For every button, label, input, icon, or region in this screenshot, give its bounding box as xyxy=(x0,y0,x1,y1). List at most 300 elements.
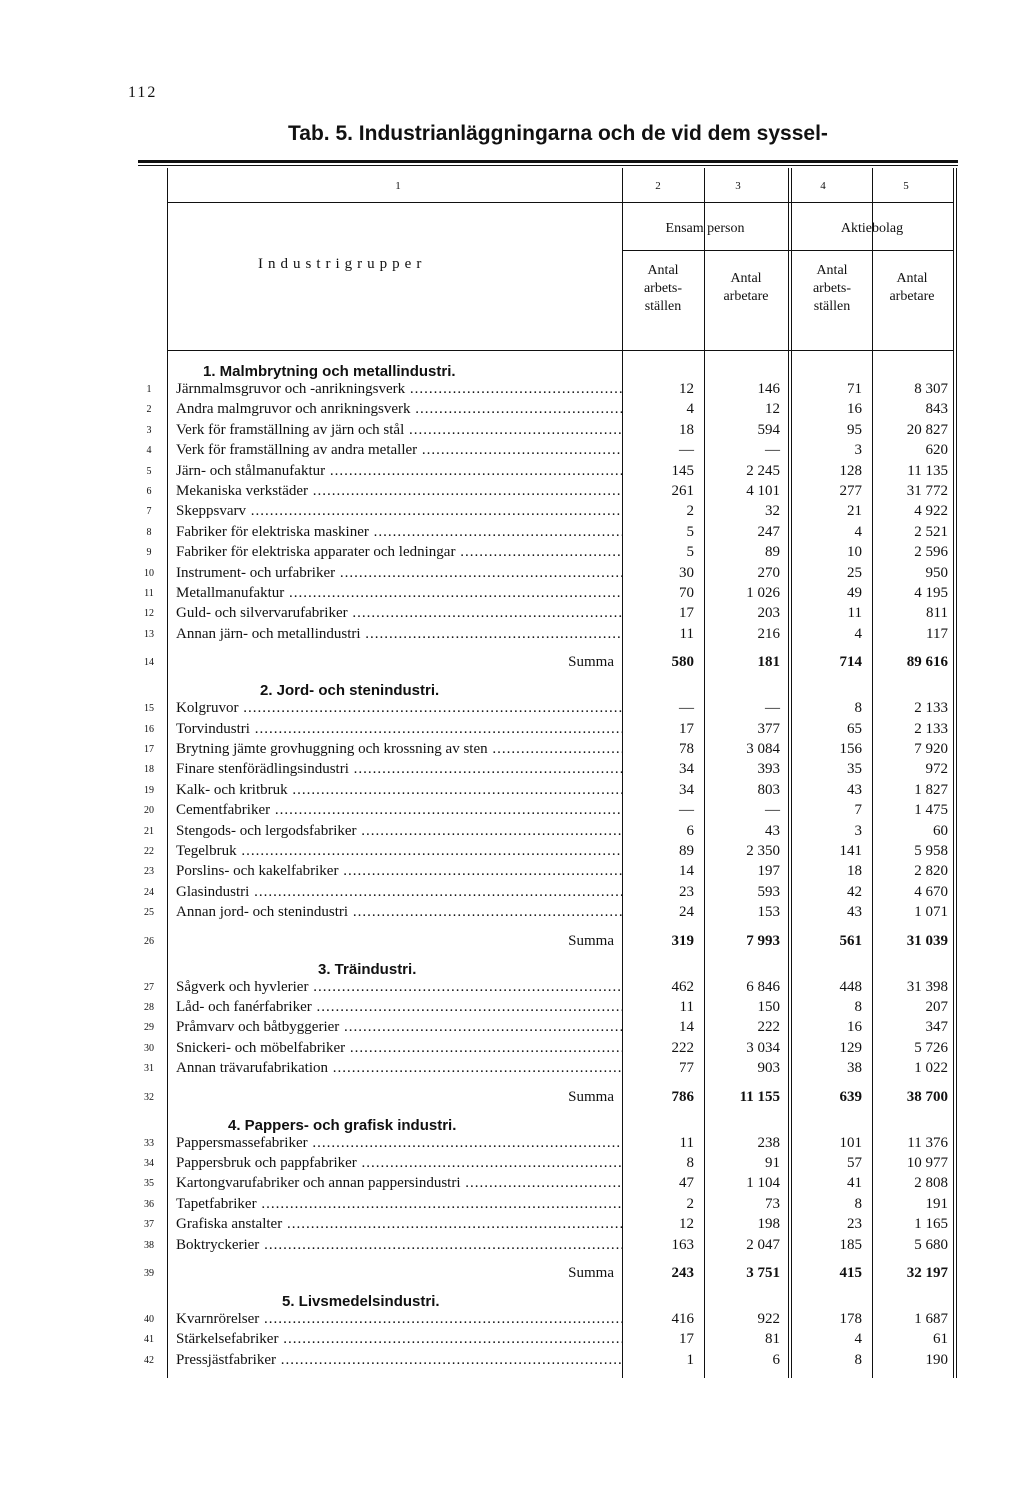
cell-ensam-arbetare: 247 xyxy=(757,523,780,540)
sum-ensam-arbetare: 181 xyxy=(757,654,780,671)
cell-ensam-arbetsstallen: 2 xyxy=(686,503,694,520)
table-row xyxy=(138,802,958,822)
cell-ab-arbetsstallen: 4 xyxy=(854,523,862,540)
cell-ab-arbetare: 972 xyxy=(925,761,948,778)
table-row xyxy=(138,979,958,999)
cell-ensam-arbetsstallen: 4 xyxy=(686,401,694,418)
table-row xyxy=(138,843,958,863)
title-rule-thin xyxy=(138,165,958,166)
cell-ab-arbetare: 5 958 xyxy=(914,843,948,859)
title-rule xyxy=(138,160,958,163)
row-label: Kalk- och kritbruk ..... xyxy=(176,782,622,799)
row-label: Guld- och silvervarufabriker ..... xyxy=(176,605,622,622)
row-label: Skeppsvarv ..... xyxy=(176,503,622,520)
cell-ab-arbetare: 117 xyxy=(926,625,948,642)
row-number: 2 xyxy=(146,404,152,416)
cell-ab-arbetsstallen: 16 xyxy=(847,401,862,418)
row-label: Verk för framställning av järn och stål ..... xyxy=(176,422,622,439)
section-title: 2. Jord- och stenindustri. xyxy=(260,682,440,700)
row-label: Kvarnrörelser ..... xyxy=(176,1311,622,1328)
cell-ab-arbetare: 10 977 xyxy=(906,1155,948,1171)
table-row xyxy=(138,524,958,544)
table-header xyxy=(138,168,958,351)
cell-ab-arbetsstallen: 21 xyxy=(847,503,862,520)
cell-ensam-arbetsstallen: 34 xyxy=(679,761,694,778)
cell-ensam-arbetsstallen: 462 xyxy=(671,978,694,995)
table-row xyxy=(138,1331,958,1351)
cell-ensam-arbetare: 1 026 xyxy=(746,585,780,601)
cell-ab-arbetsstallen: 178 xyxy=(839,1311,862,1327)
summa-label: Summa xyxy=(568,1265,614,1281)
row-label: Pappersbruk och pappfabriker ..... xyxy=(176,1155,622,1172)
cell-ensam-arbetare: 238 xyxy=(757,1134,780,1151)
cell-ab-arbetsstallen: 23 xyxy=(847,1216,862,1233)
table-row xyxy=(138,585,958,605)
row-label: Mekaniska verkstäder ..... xyxy=(176,483,622,500)
cell-ensam-arbetsstallen: — xyxy=(679,700,694,717)
sum-ab-arbetsstallen: 639 xyxy=(839,1088,862,1105)
row-label: Kolgruvor ..... xyxy=(176,700,622,717)
cell-ab-arbetare: 4 922 xyxy=(914,503,948,520)
cell-ensam-arbetsstallen: 14 xyxy=(679,1019,694,1036)
cell-ensam-arbetare: 43 xyxy=(765,822,780,839)
cell-ensam-arbetsstallen: 1 xyxy=(686,1351,694,1368)
table-row xyxy=(138,401,958,421)
cell-ensam-arbetare: 89 xyxy=(765,544,780,561)
cell-ab-arbetsstallen: 156 xyxy=(839,741,862,757)
cell-ab-arbetsstallen: 95 xyxy=(847,421,862,438)
summa-label: Summa xyxy=(568,1088,614,1105)
colnum-3: 3 xyxy=(735,180,741,192)
row-label: Snickeri- och möbelfabriker ..... xyxy=(176,1040,622,1057)
cell-ensam-arbetare: 922 xyxy=(757,1311,780,1327)
row-number: 4 xyxy=(146,445,152,457)
cell-ab-arbetsstallen: 8 xyxy=(854,700,862,717)
table-row xyxy=(138,483,958,503)
hdr-antal-arbetsstallen-1: Antal arbets- ställen xyxy=(643,263,683,314)
cell-ab-arbetsstallen: 10 xyxy=(847,544,862,561)
cell-ensam-arbetare: 1 104 xyxy=(746,1175,780,1192)
cell-ensam-arbetare: 12 xyxy=(765,401,780,418)
cell-ensam-arbetare: 153 xyxy=(757,904,780,921)
row-label: Boktryckerier ..... xyxy=(176,1237,622,1254)
cell-ab-arbetsstallen: 43 xyxy=(847,781,862,798)
section-title: 4. Pappers- och grafisk industri. xyxy=(228,1116,457,1134)
cell-ab-arbetsstallen: 277 xyxy=(839,483,862,499)
cell-ab-arbetsstallen: 16 xyxy=(847,1019,862,1036)
cell-ab-arbetsstallen: 35 xyxy=(847,761,862,778)
table-row xyxy=(138,1216,958,1236)
cell-ensam-arbetsstallen: 5 xyxy=(686,544,694,561)
table-row xyxy=(138,999,958,1019)
row-label: Annan trävarufabrikation ..... xyxy=(176,1060,622,1077)
cell-ab-arbetsstallen: 38 xyxy=(847,1060,862,1077)
sum-ab-arbetare: 32 197 xyxy=(906,1265,948,1281)
cell-ensam-arbetare: 6 846 xyxy=(746,978,780,995)
cell-ab-arbetare: 2 133 xyxy=(914,700,948,717)
cell-ab-arbetare: 4 195 xyxy=(914,585,948,601)
row-label: Stengods- och lergodsfabriker ..... xyxy=(176,823,622,840)
table-row xyxy=(138,381,958,401)
row-label: Pressjästfabriker ..... xyxy=(176,1352,622,1369)
cell-ab-arbetare: 2 521 xyxy=(914,523,948,540)
table-row xyxy=(138,1311,958,1331)
table-row xyxy=(138,1019,958,1039)
sum-ab-arbetsstallen: 415 xyxy=(839,1265,862,1281)
hdr-antal-arbetsstallen-2: Antal arbets- ställen xyxy=(812,263,852,314)
cell-ab-arbetsstallen: 185 xyxy=(839,1236,862,1253)
cell-ensam-arbetare: 3 084 xyxy=(746,741,780,757)
cell-ensam-arbetare: 203 xyxy=(757,605,780,622)
cell-ab-arbetsstallen: 71 xyxy=(847,381,862,397)
cell-ab-arbetsstallen: 8 xyxy=(854,1195,862,1212)
cell-ensam-arbetare: 91 xyxy=(765,1155,780,1171)
table-row xyxy=(138,761,958,781)
row-number: 6 xyxy=(146,486,152,497)
table-row xyxy=(138,1060,958,1080)
row-number: 29 xyxy=(144,1022,154,1034)
cell-ab-arbetsstallen: 18 xyxy=(847,863,862,880)
cell-ab-arbetsstallen: 3 xyxy=(854,442,862,459)
section-title: 3. Träindustri. xyxy=(318,960,417,978)
cell-ab-arbetare: 4 670 xyxy=(914,883,948,900)
industrigrupper-label: Industrigrupper xyxy=(258,256,427,272)
row-number: 3 xyxy=(146,424,152,436)
row-number: 28 xyxy=(144,1002,154,1013)
row-number: 9 xyxy=(146,547,152,559)
row-label: Tapetfabriker ..... xyxy=(176,1196,622,1213)
sum-ensam-arbetare: 7 993 xyxy=(746,932,780,949)
table-row xyxy=(138,1196,958,1216)
table-row xyxy=(138,1155,958,1175)
row-number: 32 xyxy=(144,1091,154,1103)
cell-ab-arbetare: 2 820 xyxy=(914,863,948,880)
row-label: Annan järn- och metallindustri ..... xyxy=(176,626,622,643)
cell-ab-arbetsstallen: 65 xyxy=(847,720,862,737)
cell-ensam-arbetare: — xyxy=(765,700,780,717)
table-row xyxy=(138,1135,958,1155)
cell-ensam-arbetsstallen: 145 xyxy=(671,462,694,479)
row-label: Finare stenförädlingsindustri ..... xyxy=(176,761,622,778)
row-label: Grafiska anstalter ..... xyxy=(176,1216,622,1233)
summa-label: Summa xyxy=(568,932,614,949)
row-number: 17 xyxy=(144,744,154,755)
row-number: 25 xyxy=(144,907,154,919)
cell-ab-arbetare: 2 808 xyxy=(914,1175,948,1192)
cell-ab-arbetare: 1 165 xyxy=(914,1216,948,1233)
summa-row xyxy=(138,1265,958,1285)
cell-ab-arbetare: 8 307 xyxy=(914,381,948,397)
row-number: 22 xyxy=(144,846,154,857)
cell-ensam-arbetare: 903 xyxy=(757,1060,780,1077)
group-ensam-person: Ensam person xyxy=(665,221,745,236)
row-label: Instrument- och urfabriker ..... xyxy=(176,565,622,582)
cell-ensam-arbetsstallen: 8 xyxy=(686,1155,694,1171)
sum-ensam-arbetare: 3 751 xyxy=(746,1265,780,1281)
cell-ensam-arbetsstallen: 17 xyxy=(679,1331,694,1348)
row-number: 19 xyxy=(144,784,154,796)
cell-ab-arbetare: 620 xyxy=(925,442,948,459)
table-row xyxy=(138,463,958,483)
summa-row xyxy=(138,654,958,674)
cell-ensam-arbetare: 594 xyxy=(757,421,780,438)
row-label: Pappersmassefabriker ..... xyxy=(176,1135,622,1152)
row-number: 41 xyxy=(144,1334,154,1346)
row-number: 10 xyxy=(144,567,154,579)
cell-ensam-arbetare: 2 047 xyxy=(746,1236,780,1253)
cell-ab-arbetsstallen: 128 xyxy=(839,462,862,479)
sum-ab-arbetsstallen: 714 xyxy=(839,654,862,671)
cell-ab-arbetare: 191 xyxy=(925,1195,948,1212)
row-label: Annan jord- och stenindustri ..... xyxy=(176,904,622,921)
cell-ab-arbetare: 31 398 xyxy=(906,978,948,995)
cell-ensam-arbetare: 222 xyxy=(757,1019,780,1036)
row-number: 13 xyxy=(144,628,154,640)
summa-row xyxy=(138,1089,958,1109)
table-row xyxy=(138,1352,958,1372)
cell-ab-arbetare: 11 135 xyxy=(907,462,948,479)
cell-ab-arbetare: 5 680 xyxy=(914,1236,948,1253)
row-label: Sågverk och hyvlerier ..... xyxy=(176,979,622,996)
cell-ensam-arbetsstallen: 78 xyxy=(679,741,694,757)
cell-ab-arbetsstallen: 101 xyxy=(839,1134,862,1151)
colnum-5: 5 xyxy=(903,180,909,192)
sum-ensam-arbetsstallen: 786 xyxy=(671,1088,694,1105)
row-label: Brytning jämte grovhuggning och krossning av sten ..... xyxy=(176,741,622,758)
row-label: Pråmvarv och båtbyggerier ..... xyxy=(176,1019,622,1036)
cell-ab-arbetare: 5 726 xyxy=(914,1039,948,1056)
cell-ensam-arbetare: 216 xyxy=(757,625,780,642)
sum-ensam-arbetsstallen: 243 xyxy=(671,1265,694,1281)
cell-ab-arbetsstallen: 4 xyxy=(854,1331,862,1348)
cell-ab-arbetsstallen: 8 xyxy=(854,1351,862,1368)
row-label: Andra malmgruvor och anrikningsverk ..... xyxy=(176,401,622,418)
row-number: 40 xyxy=(144,1314,154,1325)
cell-ab-arbetsstallen: 3 xyxy=(854,822,862,839)
row-number: 15 xyxy=(144,703,154,715)
cell-ensam-arbetsstallen: 17 xyxy=(679,720,694,737)
cell-ab-arbetare: 207 xyxy=(925,999,948,1015)
row-number: 18 xyxy=(144,764,154,776)
cell-ensam-arbetare: 150 xyxy=(757,999,780,1015)
cell-ab-arbetsstallen: 57 xyxy=(847,1155,862,1171)
cell-ensam-arbetsstallen: 24 xyxy=(679,904,694,921)
row-number: 16 xyxy=(144,723,154,735)
row-label: Låd- och fanérfabriker ..... xyxy=(176,999,622,1016)
cell-ab-arbetsstallen: 25 xyxy=(847,564,862,581)
cell-ensam-arbetsstallen: 47 xyxy=(679,1175,694,1192)
row-label: Järnmalmsgruvor och -anrikningsverk ..... xyxy=(176,381,622,398)
row-number: 14 xyxy=(144,657,154,669)
cell-ab-arbetare: 1 827 xyxy=(914,781,948,798)
cell-ab-arbetsstallen: 8 xyxy=(854,999,862,1015)
cell-ensam-arbetare: 393 xyxy=(757,761,780,778)
page-number: 112 xyxy=(128,84,158,101)
row-number: 1 xyxy=(146,384,152,395)
row-label: Torvindustri ..... xyxy=(176,721,622,738)
table-row xyxy=(138,863,958,883)
cell-ab-arbetare: 2 133 xyxy=(914,720,948,737)
cell-ab-arbetare: 61 xyxy=(933,1331,948,1348)
table-row xyxy=(138,1237,958,1257)
cell-ensam-arbetare: 270 xyxy=(757,564,780,581)
cell-ensam-arbetsstallen: 12 xyxy=(679,1216,694,1233)
cell-ensam-arbetsstallen: 70 xyxy=(679,585,694,601)
cell-ensam-arbetare: 377 xyxy=(757,720,780,737)
row-label: Cementfabriker ..... xyxy=(176,802,622,819)
cell-ensam-arbetsstallen: 12 xyxy=(679,381,694,397)
cell-ab-arbetare: 2 596 xyxy=(914,544,948,561)
cell-ensam-arbetare: 146 xyxy=(757,381,780,397)
table-row xyxy=(138,741,958,761)
cell-ab-arbetsstallen: 43 xyxy=(847,904,862,921)
cell-ab-arbetare: 950 xyxy=(925,564,948,581)
table-row xyxy=(138,503,958,523)
row-label: Stärkelsefabriker ..... xyxy=(176,1331,622,1348)
cell-ab-arbetsstallen: 11 xyxy=(847,605,862,622)
cell-ab-arbetsstallen: 41 xyxy=(847,1175,862,1192)
row-number: 21 xyxy=(144,825,154,837)
cell-ensam-arbetare: 32 xyxy=(765,503,780,520)
cell-ensam-arbetsstallen: 11 xyxy=(679,999,694,1015)
cell-ab-arbetsstallen: 49 xyxy=(847,585,862,601)
cell-ensam-arbetare: 73 xyxy=(765,1195,780,1212)
hdr-antal-arbetare-1: Antal arbetare xyxy=(723,271,769,304)
cell-ensam-arbetsstallen: 5 xyxy=(686,523,694,540)
cell-ensam-arbetsstallen: 23 xyxy=(679,883,694,900)
cell-ab-arbetare: 1 475 xyxy=(914,802,948,819)
table-row xyxy=(138,605,958,625)
sum-ensam-arbetsstallen: 319 xyxy=(671,932,694,949)
cell-ab-arbetsstallen: 448 xyxy=(839,978,862,995)
row-number: 35 xyxy=(144,1178,154,1190)
row-number: 12 xyxy=(144,608,154,620)
row-number: 23 xyxy=(144,866,154,878)
table-row xyxy=(138,782,958,802)
row-label: Porslins- och kakelfabriker ..... xyxy=(176,863,622,880)
table-row xyxy=(138,823,958,843)
cell-ensam-arbetsstallen: 2 xyxy=(686,1195,694,1212)
cell-ensam-arbetare: 2 245 xyxy=(746,462,780,479)
cell-ensam-arbetsstallen: — xyxy=(679,442,694,459)
cell-ensam-arbetare: — xyxy=(765,442,780,459)
cell-ensam-arbetare: 198 xyxy=(757,1216,780,1233)
row-number: 26 xyxy=(144,935,154,947)
cell-ensam-arbetare: 81 xyxy=(765,1331,780,1348)
row-number: 24 xyxy=(144,886,154,898)
table-row xyxy=(138,700,958,720)
cell-ensam-arbetsstallen: 89 xyxy=(679,843,694,859)
sum-ab-arbetare: 38 700 xyxy=(906,1088,948,1105)
cell-ensam-arbetare: 3 034 xyxy=(746,1039,780,1056)
cell-ensam-arbetsstallen: 34 xyxy=(679,781,694,798)
cell-ensam-arbetsstallen: 11 xyxy=(679,1134,694,1151)
cell-ensam-arbetare: 6 xyxy=(772,1351,780,1368)
table-row xyxy=(138,626,958,646)
cell-ensam-arbetsstallen: 163 xyxy=(671,1236,694,1253)
cell-ensam-arbetare: 197 xyxy=(757,863,780,880)
table-title: Tab. 5. Industrianläggningarna och de vid dem syssel- xyxy=(288,122,828,145)
row-number: 11 xyxy=(144,588,154,599)
cell-ensam-arbetsstallen: 14 xyxy=(679,863,694,880)
cell-ensam-arbetsstallen: — xyxy=(679,802,694,819)
cell-ab-arbetare: 1 071 xyxy=(914,904,948,921)
row-number: 31 xyxy=(144,1063,154,1075)
row-number: 37 xyxy=(144,1219,154,1231)
cell-ab-arbetare: 20 827 xyxy=(906,421,948,438)
row-number: 5 xyxy=(146,465,152,477)
table-row xyxy=(138,884,958,904)
cell-ensam-arbetsstallen: 222 xyxy=(671,1039,694,1056)
row-label: Metallmanufaktur ..... xyxy=(176,585,622,602)
cell-ab-arbetare: 811 xyxy=(926,605,948,622)
cell-ab-arbetsstallen: 141 xyxy=(839,843,862,859)
cell-ensam-arbetare: — xyxy=(765,802,780,819)
cell-ensam-arbetsstallen: 11 xyxy=(679,625,694,642)
sum-ensam-arbetsstallen: 580 xyxy=(671,654,694,671)
row-label: Järn- och stålmanufaktur ..... xyxy=(176,463,622,480)
row-label: Glasindustri ..... xyxy=(176,884,622,901)
table-row xyxy=(138,442,958,462)
cell-ensam-arbetsstallen: 261 xyxy=(671,483,694,499)
cell-ab-arbetsstallen: 42 xyxy=(847,883,862,900)
cell-ensam-arbetare: 593 xyxy=(757,883,780,900)
row-label: Fabriker för elektriska maskiner ..... xyxy=(176,524,622,541)
cell-ensam-arbetsstallen: 77 xyxy=(679,1060,694,1077)
colnum-1: 1 xyxy=(395,180,401,192)
row-number: 39 xyxy=(144,1268,154,1279)
row-number: 27 xyxy=(144,981,154,993)
sum-ensam-arbetare: 11 155 xyxy=(739,1088,780,1105)
row-number: 42 xyxy=(144,1354,154,1366)
table-row xyxy=(138,904,958,924)
cell-ensam-arbetsstallen: 30 xyxy=(679,564,694,581)
cell-ab-arbetare: 843 xyxy=(925,401,948,418)
colnum-2: 2 xyxy=(655,180,661,192)
cell-ab-arbetare: 1 687 xyxy=(914,1311,948,1327)
row-number: 38 xyxy=(144,1239,154,1251)
table-row xyxy=(138,721,958,741)
table-row xyxy=(138,422,958,442)
cell-ab-arbetare: 11 376 xyxy=(907,1134,948,1151)
cell-ab-arbetare: 190 xyxy=(925,1351,948,1368)
section-title: 1. Malmbrytning och metallindustri. xyxy=(203,363,456,380)
colnum-4: 4 xyxy=(820,180,826,192)
cell-ensam-arbetsstallen: 17 xyxy=(679,605,694,622)
sum-ab-arbetare: 89 616 xyxy=(906,654,948,671)
table-row xyxy=(138,1175,958,1195)
row-number: 20 xyxy=(144,805,154,817)
cell-ab-arbetare: 31 772 xyxy=(906,483,948,499)
table-row xyxy=(138,544,958,564)
row-number: 8 xyxy=(146,526,152,538)
row-number: 36 xyxy=(144,1198,154,1210)
cell-ensam-arbetare: 4 101 xyxy=(746,483,780,499)
row-label: Verk för framställning av andra metaller ..... xyxy=(176,442,622,459)
row-label: Tegelbruk ..... xyxy=(176,843,622,860)
section-title: 5. Livsmedelsindustri. xyxy=(282,1293,440,1310)
row-number: 34 xyxy=(144,1158,154,1169)
table-row xyxy=(138,1040,958,1060)
summa-label: Summa xyxy=(568,654,614,671)
cell-ensam-arbetare: 803 xyxy=(757,781,780,798)
row-label: Fabriker för elektriska apparater och ledningar ..... xyxy=(176,544,622,561)
cell-ab-arbetare: 1 022 xyxy=(914,1060,948,1077)
cell-ensam-arbetsstallen: 18 xyxy=(679,421,694,438)
row-number: 30 xyxy=(144,1042,154,1054)
sum-ab-arbetare: 31 039 xyxy=(906,932,948,949)
cell-ensam-arbetare: 2 350 xyxy=(746,843,780,859)
